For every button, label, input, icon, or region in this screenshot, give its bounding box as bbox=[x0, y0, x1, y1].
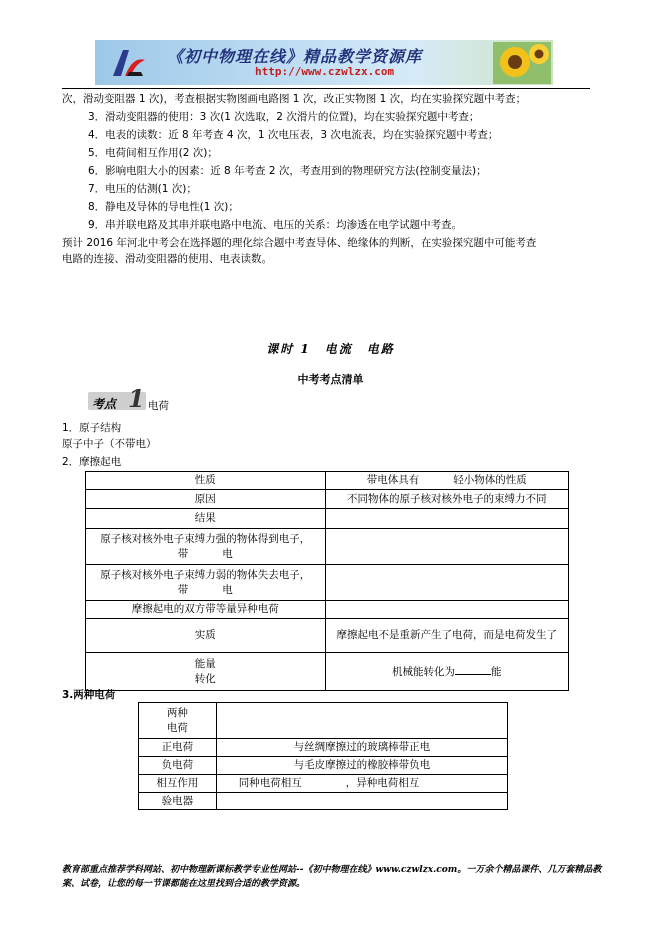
table-cell bbox=[325, 509, 569, 529]
table-cell bbox=[216, 793, 507, 810]
cell-text: 机械能转化为 bbox=[392, 666, 455, 678]
table-cell bbox=[86, 653, 326, 691]
table-row bbox=[139, 793, 508, 810]
intro-line: 5．电荷间相互作用(2 次)； bbox=[88, 147, 218, 159]
section-heading: 1．原子结构 bbox=[62, 422, 122, 434]
table-row bbox=[139, 757, 508, 775]
intro-line: 6．影响电阻大小的因素：近 8 年考查 2 次，考查用到的物理研究方法(控制变量法)； bbox=[88, 165, 487, 177]
intro-line: 7．电压的估测(1 次)； bbox=[88, 183, 197, 195]
table-row bbox=[139, 703, 508, 739]
table-row bbox=[86, 565, 569, 601]
sunflower-image bbox=[493, 42, 551, 84]
cell-text: 能量 bbox=[194, 657, 216, 670]
table-cell bbox=[86, 529, 326, 565]
banner-title: 《初中物理在线》精品教学资源库 bbox=[167, 47, 423, 66]
table-row bbox=[86, 601, 569, 619]
page-footer: 教育部重点推荐学科网站、初中物理新课标教学专业性网站--《初中物理在线》www.czwlzx.com。一万余个精品课件、几万套精品教案、试卷，让您的每一节课都能在这里找到合适的教学资源。 bbox=[62, 865, 602, 889]
checklist-title: 中考考点清单 bbox=[297, 373, 364, 386]
cell-text: ，异种电荷相互 bbox=[345, 777, 420, 789]
table-cell: 与丝绸摩擦过的玻璃棒带正电 bbox=[216, 739, 507, 757]
cell-text: 原子核对核外电子束缚力强的物体得到电子， bbox=[100, 532, 311, 545]
cell-text: 转化 bbox=[194, 672, 216, 685]
intro-line: 次，滑动变阻器 1 次)，考查根据实物图画电路图 1 次，改正实物图 1 次，均在实验探究题中考查； bbox=[62, 93, 527, 105]
cell-text: 轻小物体的性质 bbox=[453, 474, 527, 486]
table-cell bbox=[325, 653, 569, 691]
table-row bbox=[86, 529, 569, 565]
table-row bbox=[86, 619, 569, 653]
intro-line: 8．静电及导体的导电性(1 次)； bbox=[88, 201, 239, 213]
cell-text: 两种 bbox=[166, 706, 188, 719]
kaodian-label: 电荷 bbox=[148, 400, 169, 412]
table-cell: 不同物体的原子核对核外电子的束缚力不同 bbox=[325, 490, 569, 509]
table-row bbox=[139, 739, 508, 757]
table-cell bbox=[139, 703, 217, 739]
cell-text: 带电体具有 bbox=[366, 474, 420, 486]
table-cell: 结果 bbox=[86, 509, 326, 529]
table-cell: 原因 bbox=[86, 490, 326, 509]
table-row bbox=[86, 509, 569, 529]
intro-line: 预计 2016 年河北中考会在选择题的理化综合题中考查导体、绝缘体的判断，在实验探究题中可能考查 bbox=[62, 237, 537, 249]
table-row bbox=[86, 490, 569, 509]
cell-text: 原子核对核外电子束缚力弱的物体失去电子， bbox=[100, 568, 311, 581]
logo-icon bbox=[109, 46, 149, 80]
table-cell: 验电器 bbox=[139, 793, 217, 810]
table-cell bbox=[216, 775, 507, 793]
header-rule bbox=[62, 88, 590, 89]
intro-line: 3．滑动变阻器的使用：3 次(1 次选取，2 次滑片的位置)，均在实验探究题中考查； bbox=[88, 111, 480, 123]
cell-text: 能 bbox=[491, 666, 502, 678]
table-cell: 实质 bbox=[86, 619, 326, 653]
table-cell: 性质 bbox=[86, 472, 326, 490]
table-cell bbox=[325, 565, 569, 601]
table-cell: 摩擦起电的双方带等量异种电荷 bbox=[86, 601, 326, 619]
banner-url[interactable]: http://www.czwlzx.com bbox=[255, 65, 395, 78]
table-cell bbox=[216, 703, 507, 739]
lesson-title: 课时 1 电流 电路 bbox=[266, 342, 395, 356]
intro-line: 电路的连接、滑动变阻器的使用、电表读数。 bbox=[62, 253, 272, 265]
table-cell: 负电荷 bbox=[139, 757, 217, 775]
blank-line bbox=[455, 663, 491, 675]
charge-table bbox=[138, 702, 508, 810]
table-cell bbox=[325, 529, 569, 565]
table-cell: 与毛皮摩擦过的橡胶棒带负电 bbox=[216, 757, 507, 775]
section-text: 原子中子（不带电） bbox=[62, 438, 157, 450]
section-heading: 2．摩擦起电 bbox=[62, 456, 122, 468]
table-cell: 正电荷 bbox=[139, 739, 217, 757]
table-cell bbox=[325, 601, 569, 619]
cell-text: 电荷 bbox=[166, 721, 188, 734]
cell-text: 带 电 bbox=[177, 547, 233, 560]
intro-line: 9．串并联电路及其串并联电路中电流、电压的关系：均渗透在电学试题中考查。 bbox=[88, 219, 463, 231]
table-cell: 摩擦起电不是重新产生了电荷，而是电荷发生了 bbox=[325, 619, 569, 653]
table-cell bbox=[325, 472, 569, 490]
table-cell bbox=[86, 565, 326, 601]
cell-text: 同种电荷相互 bbox=[238, 777, 302, 789]
intro-line: 4．电表的读数：近 8 年考查 4 次，1 次电压表，3 次电流表，均在实验探究题中考查； bbox=[88, 129, 499, 141]
kaodian-number: 1 bbox=[128, 384, 145, 413]
cell-text: 带 电 bbox=[177, 583, 233, 596]
header-banner bbox=[95, 40, 553, 85]
friction-table bbox=[85, 471, 569, 691]
table-row bbox=[139, 775, 508, 793]
table-row bbox=[86, 472, 569, 490]
table-row bbox=[86, 653, 569, 691]
table-cell: 相互作用 bbox=[139, 775, 217, 793]
kaodian-prefix: 考点 bbox=[92, 397, 117, 411]
section-heading: 3.两种电荷 bbox=[62, 689, 116, 701]
